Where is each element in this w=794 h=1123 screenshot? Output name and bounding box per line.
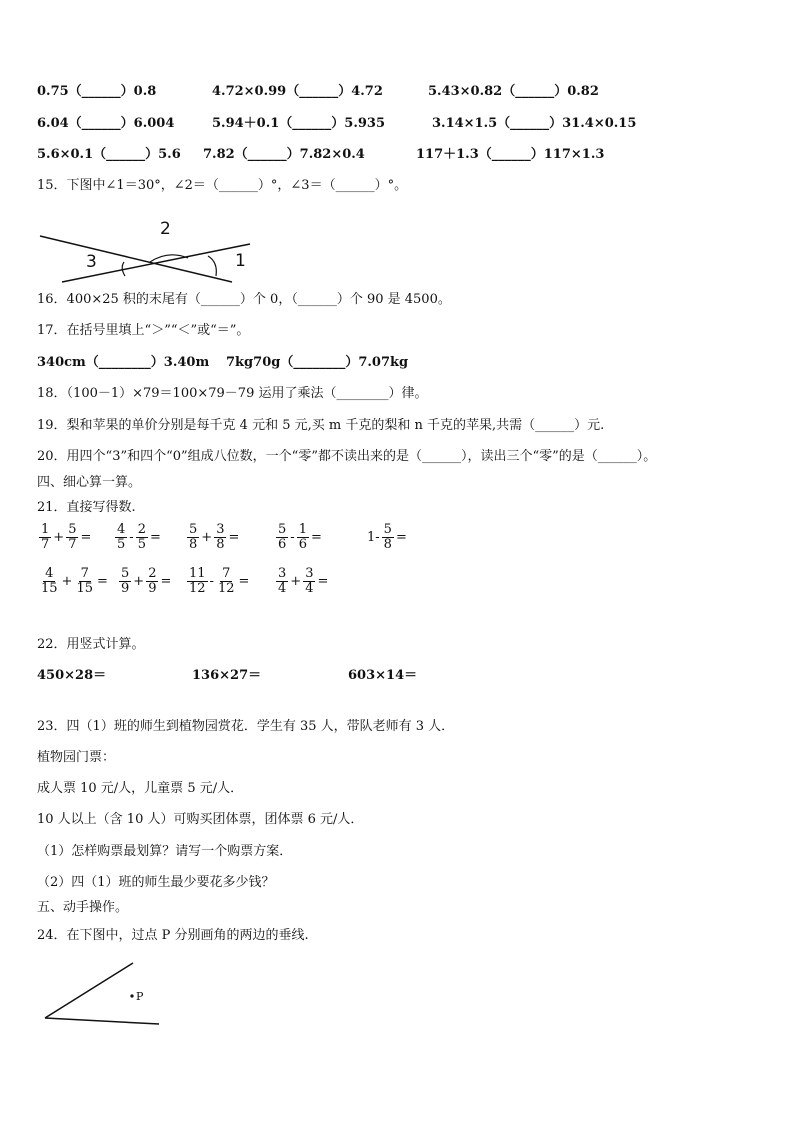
angle-label-3: 3 xyxy=(86,252,97,272)
operator: = xyxy=(395,530,407,545)
denominator: 5 xyxy=(137,537,146,552)
compare-item: 5.43×0.82（______）0.82 xyxy=(428,84,599,99)
operator: + xyxy=(290,574,302,589)
question-16: 16．400×25 积的末尾有（______）个 0，（______）个 90 是 4500。 xyxy=(37,292,451,307)
question-23-subquestion: （1）怎样购票最划算？请写一个购票方案． xyxy=(37,844,293,859)
compare-item: 117＋1.3（______）117×1.3 xyxy=(416,147,605,162)
question-17-item: 7kg70g（________）7.07kg xyxy=(226,355,409,370)
numerator: 3 xyxy=(216,522,225,537)
numerator: 2 xyxy=(137,522,146,537)
operator: + xyxy=(201,530,213,545)
compare-item: 6.04（______）6.004 xyxy=(37,116,175,131)
vertical-calc-item: 603×14＝ xyxy=(348,668,418,683)
numerator: 5 xyxy=(383,522,392,537)
denominator: 15 xyxy=(41,581,58,596)
numerator: 1 xyxy=(41,522,50,537)
denominator: 5 xyxy=(117,537,126,552)
operator: = xyxy=(160,574,172,589)
denominator: 6 xyxy=(298,537,307,552)
angle-label-2: 2 xyxy=(160,219,171,239)
vertical-calc-item: 450×28＝ xyxy=(37,668,107,683)
numerator: 11 xyxy=(189,566,206,581)
question-23-line: 10 人以上（含 10 人）可购买团体票，团体票 6 元/人． xyxy=(37,812,364,827)
question-15: 15．下图中∠1＝30°，∠2＝（______）°，∠3＝（______）°。 xyxy=(37,178,408,193)
operator: - xyxy=(209,574,214,589)
operator: = xyxy=(238,574,250,589)
compare-item: 3.14×1.5（______）31.4×0.15 xyxy=(432,116,637,131)
operator: = xyxy=(97,574,108,589)
numerator: 3 xyxy=(305,566,314,581)
section-four-heading: 四、细心算一算。 xyxy=(37,475,142,490)
denominator: 7 xyxy=(68,537,77,552)
denominator: 7 xyxy=(41,537,50,552)
question-17-item: 340cm（________）3.40m xyxy=(37,355,210,370)
operator: 1- xyxy=(367,530,380,545)
question-20: 20．用四个“3”和四个“0”组成八位数，一个“零”都不读出来的是（______），读出三个“零”的是（______）。 xyxy=(37,449,657,464)
operator: = xyxy=(310,530,322,545)
operator: = xyxy=(228,530,240,545)
operator: - xyxy=(290,530,295,545)
numerator: 7 xyxy=(80,566,89,581)
operator: = xyxy=(149,530,161,545)
numerator: 5 xyxy=(189,522,198,537)
numerator: 1 xyxy=(298,522,307,537)
denominator: 12 xyxy=(217,581,235,596)
vertical-calc-item: 136×27＝ xyxy=(192,668,262,683)
section-five-heading: 五、动手操作。 xyxy=(37,900,129,915)
point-p-label: P xyxy=(136,990,144,1003)
denominator: 6 xyxy=(278,537,287,552)
denominator: 9 xyxy=(148,581,157,596)
question-22: 22．用竖式计算。 xyxy=(37,637,145,652)
question-23: 23．四（1）班的师生到植物园赏花．学生有 35 人，带队老师有 3 人． xyxy=(37,719,455,734)
question-24: 24．在下图中，过点 P 分别画角的两边的垂线. xyxy=(37,928,309,943)
operator: + xyxy=(53,530,65,545)
denominator: 4 xyxy=(278,581,287,596)
numerator: 3 xyxy=(278,566,287,581)
numerator: 4 xyxy=(117,522,126,537)
question-21: 21．直接写得数. xyxy=(37,500,136,515)
numerator: 7 xyxy=(222,566,231,581)
denominator: 12 xyxy=(189,581,206,596)
question-23-subquestion: （2）四（1）班的师生最少要花多少钱？ xyxy=(37,875,275,890)
question-18: 18．（100－1）×79＝100×79－79 运用了乘法（________）律。 xyxy=(37,386,428,401)
compare-item: 5.6×0.1（______）5.6 xyxy=(37,147,181,162)
compare-item: 0.75（______）0.8 xyxy=(37,84,157,99)
compare-item: 5.94＋0.1（______）5.935 xyxy=(212,116,385,131)
operator: = xyxy=(80,530,92,545)
denominator: 4 xyxy=(305,581,314,596)
question-23-line: 成人票 10 元/人，儿童票 5 元/人． xyxy=(37,781,244,796)
question-17: 17．在括号里填上“＞”“＜”或“＝”。 xyxy=(37,323,250,338)
operator: = xyxy=(317,574,329,589)
denominator: 8 xyxy=(189,537,198,552)
denominator: 15 xyxy=(76,581,93,596)
operator: + xyxy=(133,574,145,589)
compare-item: 4.72×0.99（______）4.72 xyxy=(212,84,383,99)
numerator: 5 xyxy=(278,522,287,537)
question-19: 19．梨和苹果的单价分别是每千克 4 元和 5 元,买 m 千克的梨和 n 千克的苹果,共需（______）元. xyxy=(37,418,605,433)
numerator: 4 xyxy=(45,566,54,581)
denominator: 8 xyxy=(383,537,392,552)
operator: - xyxy=(129,530,134,545)
question-23-line: 植物园门票： xyxy=(37,750,116,765)
numerator: 5 xyxy=(68,522,77,537)
numerator: 2 xyxy=(148,566,157,581)
point-p-dot xyxy=(130,994,133,997)
compare-item: 7.82（______）7.82×0.4 xyxy=(203,147,365,162)
numerator: 5 xyxy=(121,566,130,581)
angle-label-1: 1 xyxy=(235,251,246,271)
operator: + xyxy=(61,574,73,589)
denominator: 9 xyxy=(121,581,130,596)
denominator: 8 xyxy=(216,537,225,552)
